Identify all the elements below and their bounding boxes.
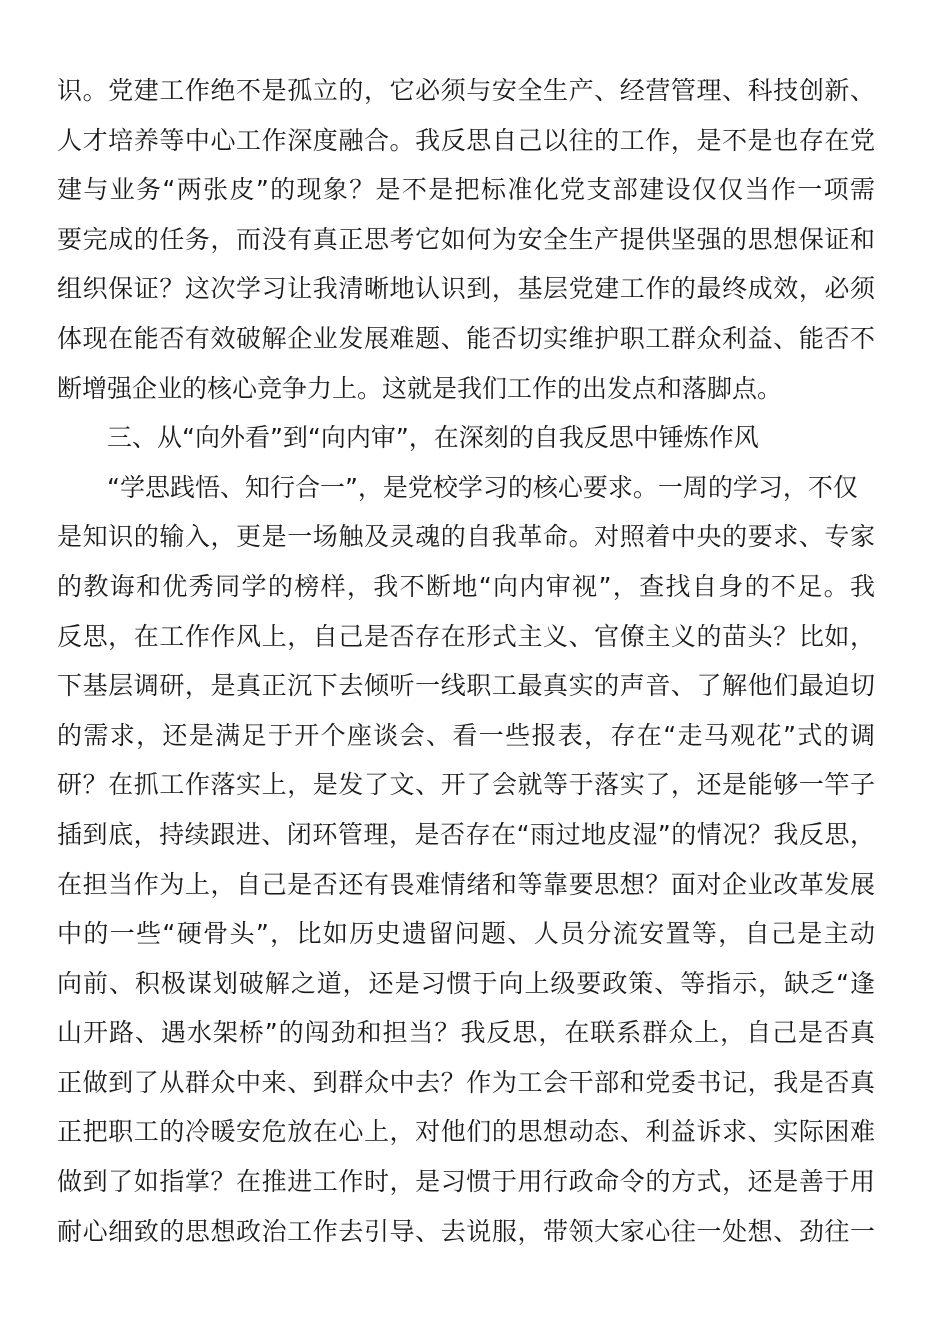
text-line: 组织保证？这次学习让我清晰地认识到，基层党建工作的最终成效，必须 xyxy=(57,274,875,304)
text-line: 在担当作为上，自己是否还有畏难情绪和等靠要思想？面对企业改革发展 xyxy=(57,869,875,899)
text-line: 人才培养等中心工作深度融合。我反思自己以往的工作，是不是也存在党 xyxy=(57,125,875,155)
text-line: 建与业务“两张皮”的现象？是不是把标准化党支部建设仅仅当作一项需 xyxy=(57,175,875,205)
text-line: 体现在能否有效破解企业发展难题、能否切实维护职工群众利益、能否不 xyxy=(57,323,875,353)
text-line: 识。党建工作绝不是孤立的，它必须与安全生产、经营管理、科技创新、 xyxy=(57,76,875,105)
text-line: 中的一些“硬骨头”，比如历史遗留问题、人员分流安置等，自己是主动 xyxy=(57,919,875,949)
text-line: 要完成的任务，而没有真正思考它如何为安全生产提供坚强的思想保证和 xyxy=(57,224,875,254)
text-line: 的教诲和优秀同学的榜样，我不断地“向内审视”，查找自身的不足。我 xyxy=(57,571,875,601)
text-line: 研？在抓工作落实上，是发了文、开了会就等于落实了，还是能够一竿子 xyxy=(57,770,875,800)
text-line: 的需求，还是满足于开个座谈会、看一些报表，存在“走马观花”式的调 xyxy=(57,720,875,750)
text-line: 反思，在工作作风上，自己是否存在形式主义、官僚主义的苗头？比如， xyxy=(57,621,875,651)
text-line: 做到了如指掌？在推进工作时，是习惯于用行政命令的方式，还是善于用 xyxy=(57,1167,875,1197)
text-line: 是知识的输入，更是一场触及灵魂的自我革命。对照着中央的要求、专家 xyxy=(57,522,875,552)
text-line: 山开路、遇水架桥”的闯劲和担当？我反思，在联系群众上，自己是否真 xyxy=(57,1018,875,1048)
text-line: 断增强企业的核心竞争力上。这就是我们工作的出发点和落脚点。 xyxy=(57,373,783,403)
text-line: 耐心细致的思想政治工作去引导、去说服，带领大家心往一处想、劲往一 xyxy=(57,1216,875,1246)
text-line: 向前、积极谋划破解之道，还是习惯于向上级要政策、等指示，缺乏“逢 xyxy=(57,968,875,998)
text-line: 插到底，持续跟进、闭环管理，是否存在“雨过地皮湿”的情况？我反思， xyxy=(57,819,875,849)
text-line: 下基层调研，是真正沉下去倾听一线职工最真实的声音、了解他们最迫切 xyxy=(57,671,875,701)
body-text xyxy=(57,66,887,1256)
text-line: 正做到了从群众中来、到群众中去？作为工会干部和党委书记，我是否真 xyxy=(57,1067,875,1097)
text-line: 正把职工的冷暖安危放在心上，对他们的思想动态、利益诉求、实际困难 xyxy=(57,1117,875,1147)
text-line: “学思践悟、知行合一”，是党校学习的核心要求。一周的学习，不仅 xyxy=(107,472,858,502)
section-heading: 三、从“向外看”到“向内审”，在深刻的自我反思中锤炼作风 xyxy=(107,423,759,453)
